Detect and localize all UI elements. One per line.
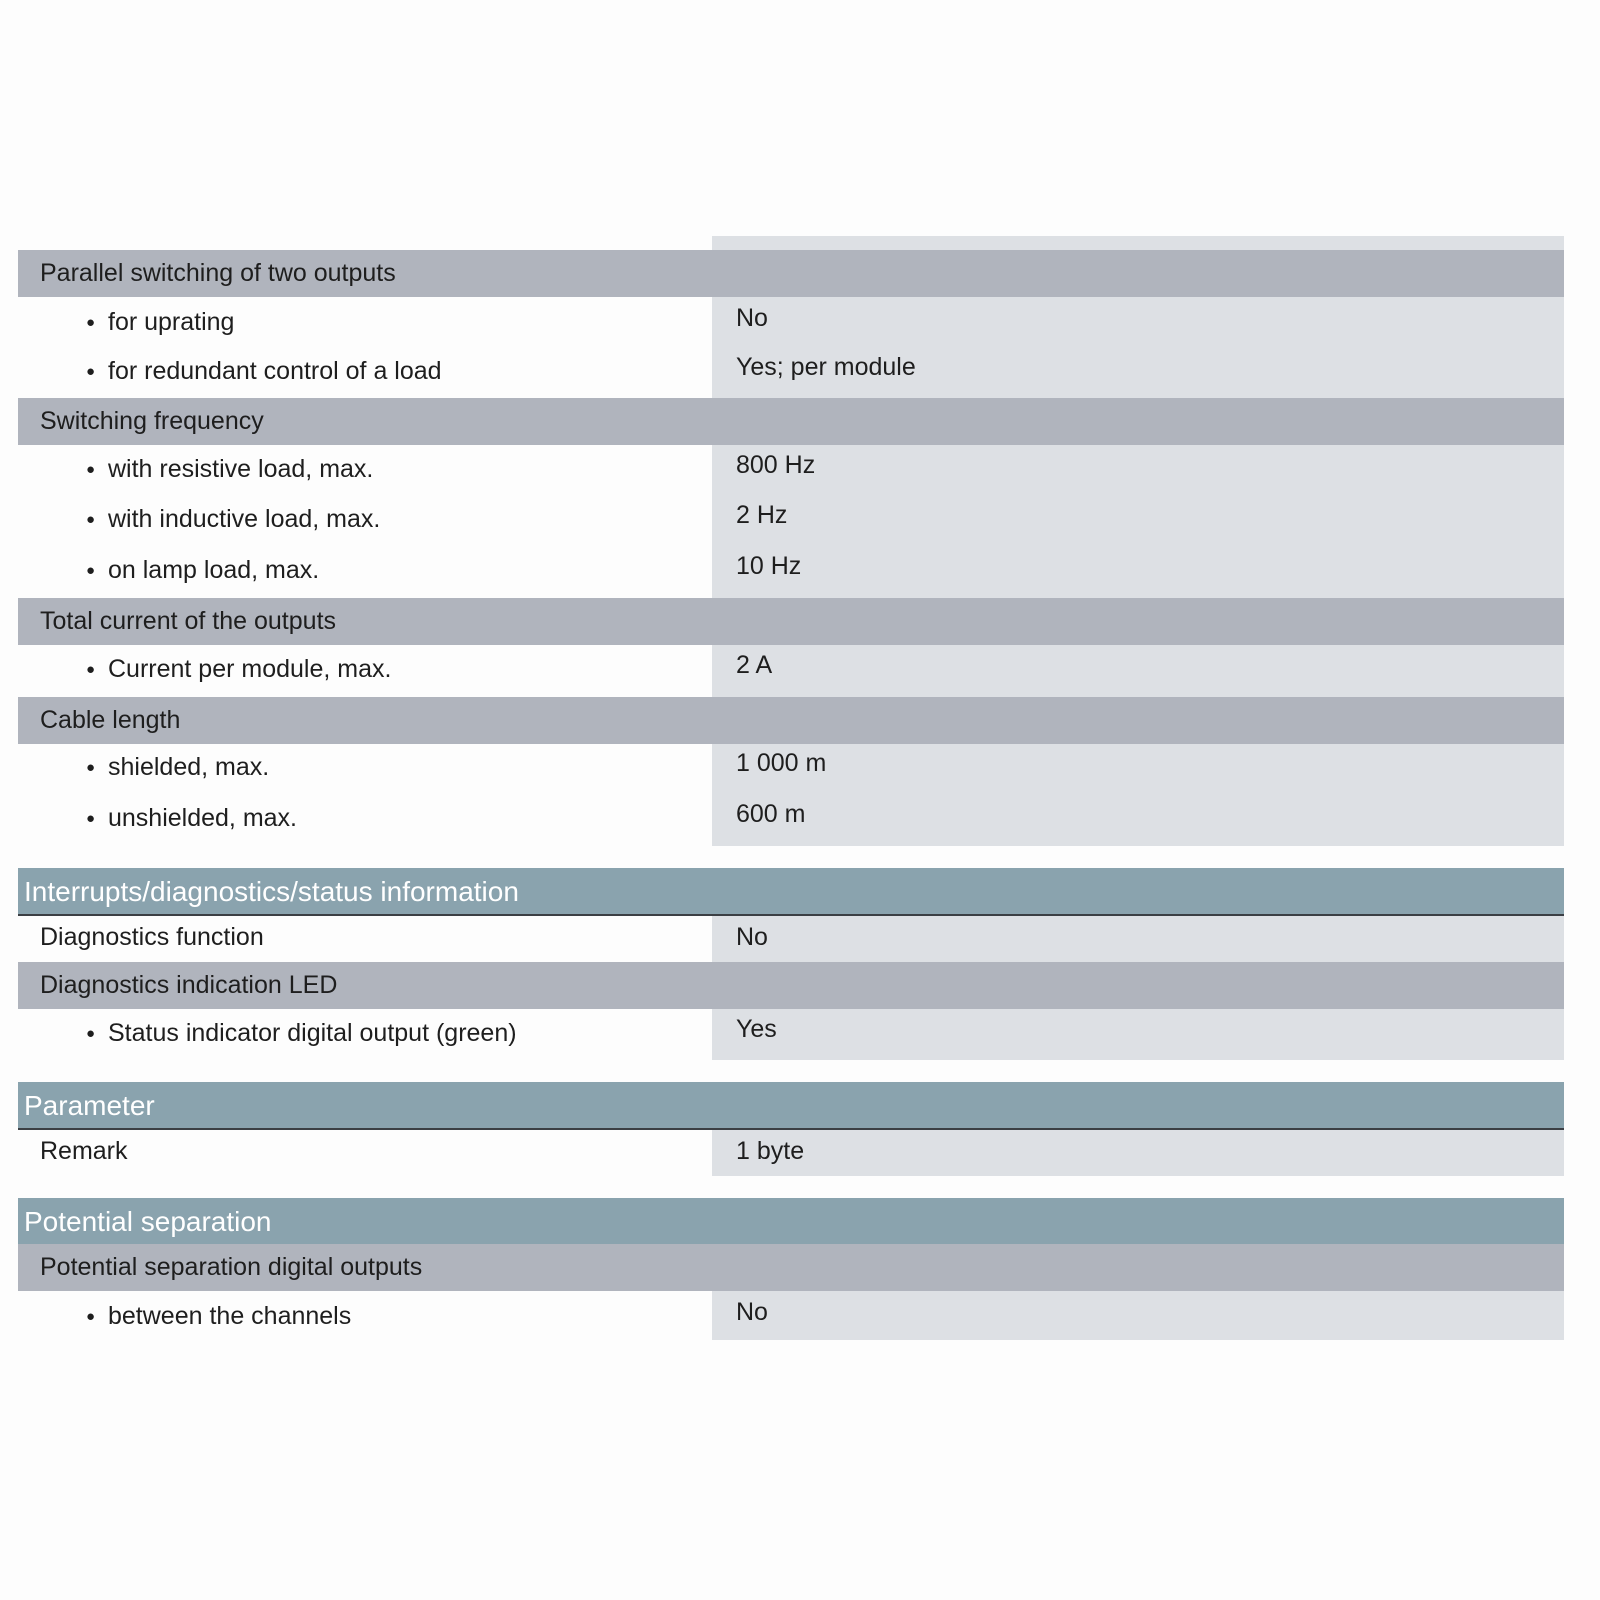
spec-value: 800 Hz [736, 451, 816, 479]
spec-label: ● for redundant control of a load [108, 357, 442, 386]
group-label: Total current of the outputs [40, 607, 337, 635]
spec-value: 2 A [736, 651, 773, 679]
spec-row-inductive-load [18, 494, 1564, 544]
spec-row-diagnostics-function [18, 914, 1564, 961]
spec-value: 2 Hz [736, 501, 788, 529]
spec-label: ● with resistive load, max. [108, 455, 373, 484]
group-label: Potential separation digital outputs [40, 1253, 423, 1281]
group-row-diagnostics-led [18, 962, 1564, 1009]
spec-value: 600 m [736, 800, 806, 828]
group-label: Switching frequency [40, 407, 264, 435]
spec-value: Yes [736, 1015, 777, 1043]
group-label: Diagnostics indication LED [40, 971, 338, 999]
section-title: Parameter [24, 1090, 155, 1121]
spec-label: ● on lamp load, max. [108, 556, 319, 585]
group-label: Cable length [40, 706, 181, 734]
spec-row-resistive-load [18, 444, 1564, 494]
spec-row-lamp-load [18, 545, 1564, 595]
section-title: Interrupts/diagnostics/status information [24, 876, 519, 907]
group-row-potential-digital-outputs [18, 1244, 1564, 1291]
spec-row-between-channels [18, 1291, 1564, 1341]
section-title: Potential separation [24, 1206, 272, 1237]
group-row-switching-frequency [18, 398, 1564, 445]
spec-value: 10 Hz [736, 552, 802, 580]
spec-label: ● between the channels [108, 1302, 351, 1331]
spec-value: No [736, 923, 768, 951]
section-header-parameter [18, 1082, 1564, 1130]
spec-label: Remark [40, 1137, 128, 1165]
spec-value: Yes; per module [736, 353, 916, 381]
spec-label: ● Status indicator digital output (green) [108, 1019, 517, 1048]
group-label: Parallel switching of two outputs [40, 259, 396, 287]
spec-label: ● Current per module, max. [108, 655, 391, 684]
spec-row-status-indicator [18, 1008, 1564, 1058]
spec-value: 1 byte [736, 1137, 805, 1165]
spec-value: No [736, 1298, 768, 1326]
spec-row-remark [18, 1128, 1564, 1175]
spec-row-current-per-module [18, 644, 1564, 694]
spec-label: ● unshielded, max. [108, 804, 297, 833]
spec-row-shielded [18, 742, 1564, 792]
section-header-interrupts [18, 868, 1564, 916]
spec-label: ● for uprating [108, 308, 234, 337]
spec-row-uprating [18, 297, 1564, 347]
spec-label: ● with inductive load, max. [108, 505, 380, 534]
group-row-cable-length [18, 697, 1564, 744]
spec-label: ● shielded, max. [108, 753, 269, 782]
spec-label: Diagnostics function [40, 923, 264, 951]
group-row-total-current [18, 598, 1564, 645]
spec-row-unshielded [18, 793, 1564, 843]
spec-row-redundant-control [18, 346, 1564, 396]
group-row-parallel-switching [18, 250, 1564, 297]
spec-value: No [736, 304, 768, 332]
section-header-potential-separation [18, 1198, 1564, 1246]
spec-value: 1 000 m [736, 749, 827, 777]
